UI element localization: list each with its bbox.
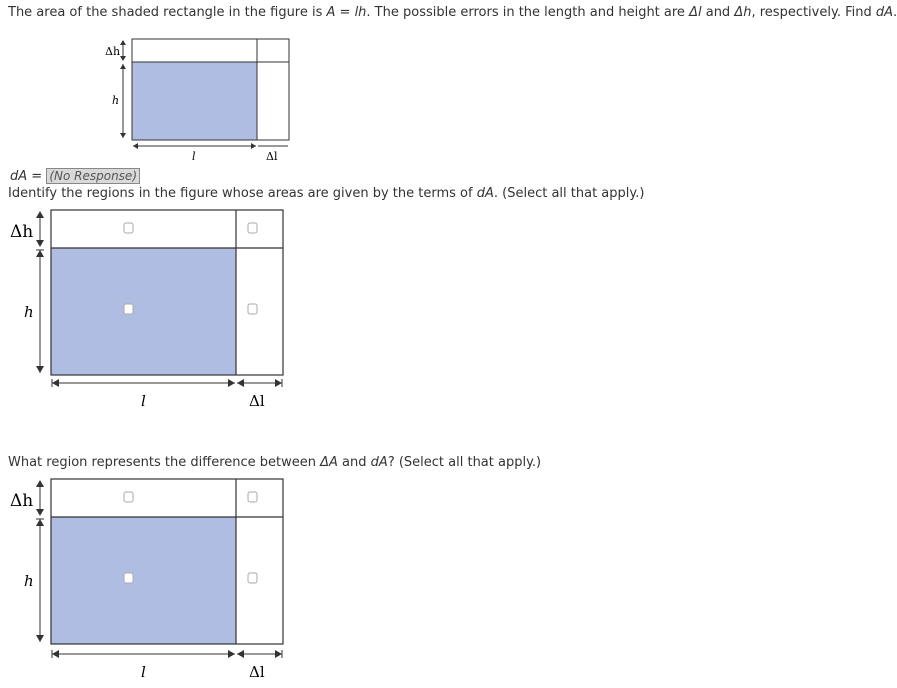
small-arrow-head xyxy=(120,56,126,61)
fig2-l-label: l xyxy=(141,392,146,410)
small-arrow-head xyxy=(251,143,256,149)
answer-input[interactable]: (No Response) xyxy=(46,168,140,184)
fig3-arrow-head xyxy=(36,519,44,526)
q1-formula: A = lh xyxy=(326,5,367,20)
answer-line xyxy=(10,168,140,184)
fig2-shaded-rect xyxy=(51,248,236,375)
fig2-arrow-head xyxy=(52,379,59,387)
fig2-arrow-head xyxy=(36,240,44,247)
q1-delta-l: Δl xyxy=(689,5,702,20)
fig2-delta-h-label: Δh xyxy=(10,222,34,242)
fig3-checkbox-right-region[interactable] xyxy=(248,573,257,583)
small-delta-l-label: Δl xyxy=(266,150,278,163)
answer-equals: = xyxy=(27,169,47,184)
fig2-arrow-head xyxy=(36,250,44,257)
question-3-text xyxy=(8,455,541,470)
fig3-arrow-head xyxy=(36,635,44,642)
small-arrow-head xyxy=(120,40,126,45)
fig3-delta-l-label: Δl xyxy=(249,663,265,681)
fig3-arrow-head xyxy=(36,509,44,516)
fig3-arrow-head xyxy=(52,650,59,658)
answer-label: dA xyxy=(10,169,28,184)
q3-and: and xyxy=(337,455,371,470)
fig3-h-label: h xyxy=(24,572,34,590)
small-arrow-head xyxy=(120,64,126,69)
fig2-arrow-head xyxy=(275,379,282,387)
small-h-label: h xyxy=(112,94,120,107)
figure-2 xyxy=(0,205,300,413)
fig3-arrow-head xyxy=(228,650,235,658)
fig2-arrow-head xyxy=(36,366,44,373)
fig3-checkbox-top-right-region[interactable] xyxy=(248,492,257,502)
q2-lead: Identify the regions in the figure whose areas are given by the terms of xyxy=(8,186,477,201)
q3-tail: ? (Select all that apply.) xyxy=(387,455,542,470)
fig2-delta-l-label: Δl xyxy=(249,392,265,410)
fig2-arrow-head xyxy=(237,379,244,387)
fig3-checkbox-top-region[interactable] xyxy=(124,492,133,502)
fig2-checkbox-top-region[interactable] xyxy=(124,223,133,233)
fig2-checkbox-shaded-region[interactable] xyxy=(124,304,133,314)
small-arrow-head xyxy=(133,143,138,149)
small-figure xyxy=(100,36,300,164)
fig2-arrow-head xyxy=(228,379,235,387)
q1-and: and xyxy=(701,5,735,20)
q2-tail: . (Select all that apply.) xyxy=(493,186,645,201)
q1-end: . xyxy=(893,5,897,20)
small-l-label: l xyxy=(192,150,196,163)
q2-term: dA xyxy=(476,186,494,201)
question-2-text xyxy=(8,186,644,201)
q1-target: dA xyxy=(875,5,894,20)
q1-tail: , respectively. Find xyxy=(751,5,876,20)
fig2-checkbox-right-region[interactable] xyxy=(248,304,257,314)
q1-mid: . The possible errors in the length and height are xyxy=(366,5,690,20)
q3-term1: ΔA xyxy=(320,455,338,470)
fig3-delta-h-label: Δh xyxy=(10,491,34,511)
question-1-text xyxy=(8,5,897,20)
small-shaded-rect xyxy=(132,62,257,140)
fig3-arrow-head xyxy=(275,650,282,658)
figure-3 xyxy=(0,474,300,684)
fig2-checkbox-top-right-region[interactable] xyxy=(248,223,257,233)
fig3-arrow-head xyxy=(237,650,244,658)
q3-lead: What region represents the difference between xyxy=(8,455,321,470)
small-arrow-head xyxy=(120,133,126,138)
small-delta-h-label: Δh xyxy=(105,45,121,58)
fig2-h-label: h xyxy=(24,303,34,321)
fig3-l-label: l xyxy=(141,663,146,681)
fig3-shaded-rect xyxy=(51,517,236,644)
fig3-arrow-head xyxy=(36,480,44,487)
fig3-checkbox-shaded-region[interactable] xyxy=(124,573,133,583)
q1-lead: The area of the shaded rectangle in the figure is xyxy=(8,5,327,20)
fig2-arrow-head xyxy=(36,211,44,218)
q1-delta-h: Δh xyxy=(734,5,752,20)
q3-term2: dA xyxy=(370,455,388,470)
